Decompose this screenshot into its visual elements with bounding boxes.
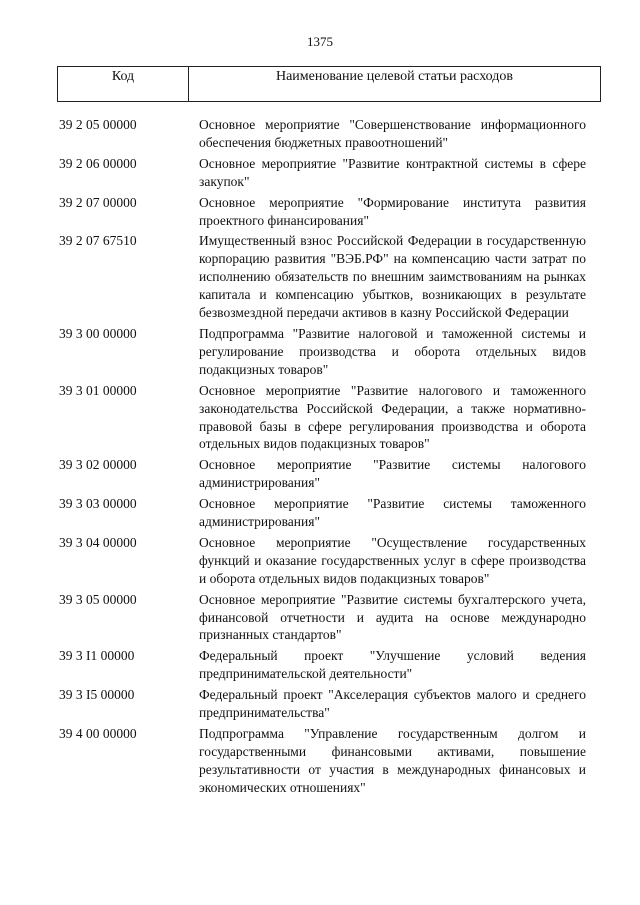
page-number: 1375: [307, 34, 333, 49]
row-name: Основное мероприятие "Развитие системы таможенного администрирования": [199, 496, 586, 530]
table-row: [57, 456, 599, 492]
table-row: [57, 155, 599, 191]
row-code: 39 3 04 00000: [59, 534, 137, 550]
row-name: Основное мероприятие "Развитие системы налогового администрирования": [199, 457, 586, 491]
row-name: Имущественный взнос Российской Федерации в государственную корпорацию развития "ВЭБ.РФ" на компенсацию части затрат по исполнению обязательств по внешним заимствованиям на рынках капитала и компенсацию убытков, возникающих в результате безвозмездной передачи активов в казну Российской Федерации: [199, 233, 586, 321]
row-code: 39 3 I5 00000: [59, 687, 135, 703]
row-name: Подпрограмма "Управление государственным долгом и государственными финансовыми активами, повышение результативности от участия в международных финансовых и экономических отношениях": [199, 726, 586, 795]
row-name: Подпрограмма "Развитие налоговой и таможенной системы и регулирование производства и оборота отдельных видов подакцизных товаров": [199, 325, 586, 377]
table-body: [57, 116, 599, 800]
row-code: 39 3 03 00000: [59, 496, 137, 512]
row-name: Федеральный проект "Акселерация субъектов малого и среднего предпринимательства": [199, 687, 586, 721]
row-name: Основное мероприятие "Развитие налогового и таможенного законодательства Российской Федерации, а также нормативно-правовой базы в сфере регулирования производства и оборота отдельных видов подакцизных товаров": [199, 382, 586, 452]
row-code: 39 4 00 00000: [59, 726, 137, 741]
row-name: Основное мероприятие "Развитие системы бухгалтерского учета, финансовой отчетности и аудита на основе международно признанных стандартов": [199, 591, 586, 643]
row-code: 39 3 I1 00000: [59, 648, 135, 664]
row-code: 39 3 05 00000: [59, 591, 137, 607]
table-row: [57, 194, 599, 230]
table-header: [57, 66, 601, 102]
row-code: 39 2 05 00000: [59, 117, 137, 132]
row-code: 39 2 07 67510: [59, 233, 137, 249]
table-row: [57, 232, 599, 322]
row-name: Федеральный проект "Улучшение условий ведения предпринимательской деятельности": [199, 648, 586, 682]
table-row: [57, 534, 599, 588]
row-name: Основное мероприятие "Осуществление государственных функций и оказание государственных услуг в сфере производства и оборота отдельных видов подакцизных товаров": [199, 534, 586, 586]
row-name: Основное мероприятие "Формирование института развития проектного финансирования": [199, 194, 586, 228]
row-code: 39 3 02 00000: [59, 457, 137, 473]
table-row: [57, 725, 599, 797]
row-code: 39 2 07 00000: [59, 194, 137, 210]
row-name: Основное мероприятие "Совершенствование информационного обеспечения бюджетных правоотношений": [199, 117, 586, 150]
header-code: Код: [58, 67, 189, 101]
table-row: [57, 116, 599, 152]
row-code: 39 3 00 00000: [59, 325, 137, 341]
header-name: Наименование целевой статьи расходов: [275, 69, 514, 84]
table-row: [57, 686, 599, 722]
table-row: [57, 495, 599, 531]
table-row: [57, 591, 599, 645]
table-row: [57, 325, 599, 379]
row-code: 39 3 01 00000: [59, 382, 137, 398]
row-name: Основное мероприятие "Развитие контрактной системы в сфере закупок": [199, 155, 586, 189]
table-row: [57, 647, 599, 683]
table-row: [57, 382, 599, 454]
row-code: 39 2 06 00000: [59, 155, 137, 171]
